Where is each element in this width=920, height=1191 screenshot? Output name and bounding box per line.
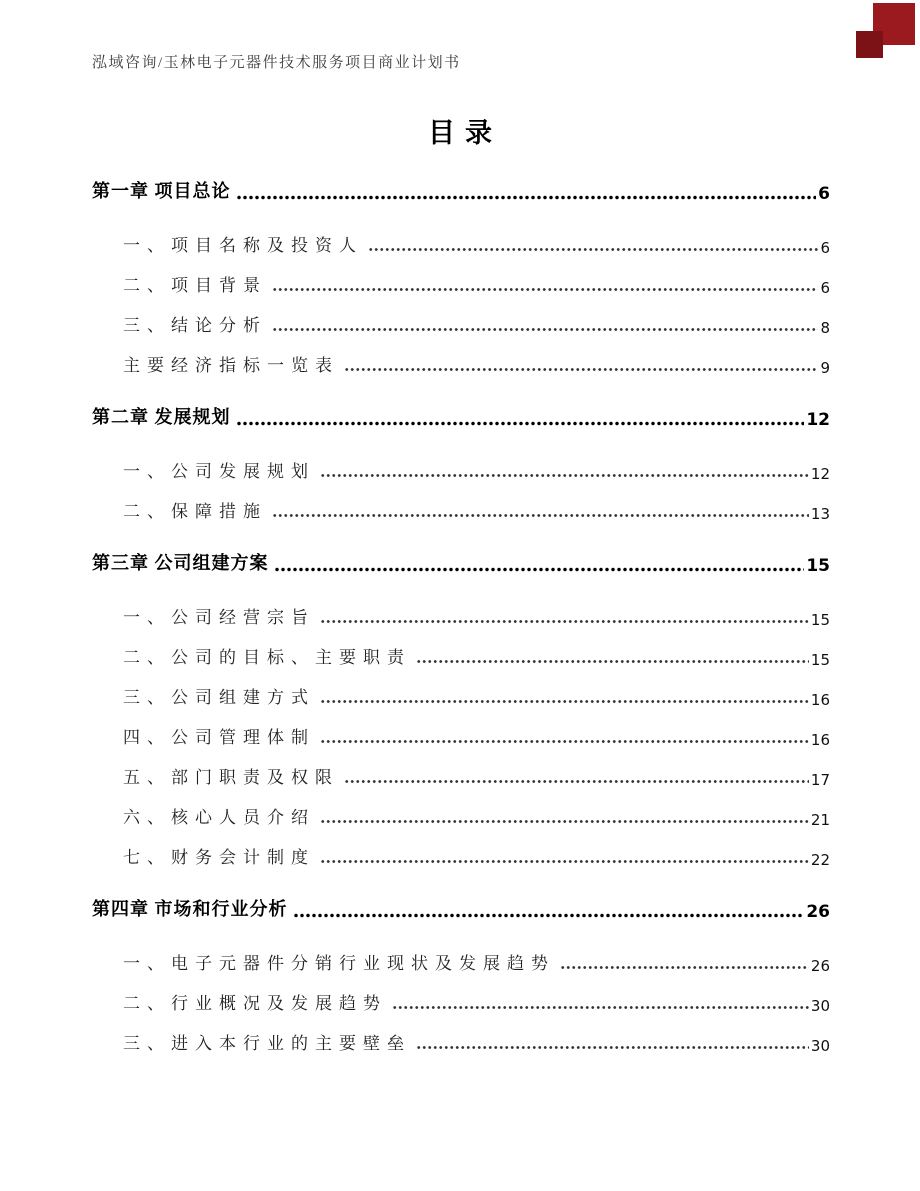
dot-leader	[320, 812, 809, 824]
dot-leader	[560, 958, 809, 970]
toc-entry-page: 12	[806, 410, 830, 430]
toc-entry-page: 26	[810, 957, 830, 975]
dot-leader	[320, 732, 809, 744]
toc-entry-label: 二、项目背景	[123, 276, 267, 295]
toc-item-entry[interactable]	[123, 447, 830, 487]
dot-leader	[320, 692, 809, 704]
toc-entry-label: 一、电子元器件分销行业现状及发展趋势	[123, 954, 555, 973]
toc-entry-page: 15	[806, 556, 830, 576]
toc-entry-label: 六、核心人员介绍	[123, 808, 315, 827]
toc-entry-label: 第三章 公司组建方案	[92, 553, 269, 573]
toc-entry-page: 21	[810, 811, 830, 829]
toc-entry-page: 17	[810, 771, 830, 789]
dot-leader	[320, 612, 809, 624]
toc-item-entry[interactable]	[123, 301, 830, 341]
toc-entry-page: 22	[810, 851, 830, 869]
toc-entry-label: 主要经济指标一览表	[123, 356, 339, 375]
table-of-contents	[92, 168, 830, 1059]
toc-entry-page: 9	[820, 359, 830, 377]
toc-item-entry[interactable]	[123, 833, 830, 873]
toc-entry-page: 12	[810, 465, 830, 483]
toc-chapter-entry[interactable]	[92, 886, 830, 926]
toc-entry-label: 二、公司的目标、主要职责	[123, 648, 411, 667]
dot-leader	[236, 188, 817, 200]
dot-leader	[320, 466, 809, 478]
dot-leader	[320, 852, 809, 864]
toc-item-entry[interactable]	[123, 341, 830, 381]
toc-entry-page: 15	[810, 611, 830, 629]
toc-entry-label: 三、公司组建方式	[123, 688, 315, 707]
dot-leader	[293, 906, 805, 918]
toc-entry-label: 第四章 市场和行业分析	[92, 899, 288, 919]
toc-item-entry[interactable]	[123, 593, 830, 633]
toc-entry-page: 16	[810, 691, 830, 709]
toc-entry-label: 七、财务会计制度	[123, 848, 315, 867]
toc-title: 目录	[428, 118, 502, 148]
toc-item-entry[interactable]	[123, 633, 830, 673]
toc-item-entry[interactable]	[123, 221, 830, 261]
toc-item-entry[interactable]	[123, 979, 830, 1019]
dot-leader	[236, 414, 805, 426]
brand-logo-square-small	[856, 31, 883, 58]
dot-leader	[272, 320, 818, 332]
toc-entry-label: 一、项目名称及投资人	[123, 236, 363, 255]
toc-entry-label: 三、结论分析	[123, 316, 267, 335]
dot-leader	[272, 506, 809, 518]
toc-entry-page: 6	[818, 184, 830, 204]
toc-chapter-entry[interactable]	[92, 168, 830, 208]
toc-entry-page: 30	[810, 997, 830, 1015]
toc-entry-label: 一、公司发展规划	[123, 462, 315, 481]
toc-entry-label: 第二章 发展规划	[92, 407, 231, 427]
toc-entry-label: 四、公司管理体制	[123, 728, 315, 747]
toc-entry-page: 16	[810, 731, 830, 749]
toc-entry-page: 8	[820, 319, 830, 337]
toc-item-entry[interactable]	[123, 261, 830, 301]
toc-entry-page: 6	[820, 239, 830, 257]
toc-entry-page: 26	[806, 902, 830, 922]
toc-entry-page: 6	[820, 279, 830, 297]
toc-chapter-entry[interactable]	[92, 540, 830, 580]
dot-leader	[274, 560, 805, 572]
running-header: 泓域咨询/玉林电子元器件技术服务项目商业计划书	[92, 55, 461, 71]
toc-item-entry[interactable]	[123, 793, 830, 833]
toc-item-entry[interactable]	[123, 487, 830, 527]
dot-leader	[368, 240, 818, 252]
dot-leader	[344, 772, 809, 784]
toc-item-entry[interactable]	[123, 939, 830, 979]
toc-entry-page: 15	[810, 651, 830, 669]
toc-entry-label: 第一章 项目总论	[92, 181, 231, 201]
dot-leader	[272, 280, 818, 292]
toc-item-entry[interactable]	[123, 713, 830, 753]
dot-leader	[416, 1038, 809, 1050]
toc-entry-label: 二、行业概况及发展趋势	[123, 994, 387, 1013]
toc-item-entry[interactable]	[123, 673, 830, 713]
dot-leader	[416, 652, 809, 664]
dot-leader	[344, 360, 818, 372]
toc-item-entry[interactable]	[123, 1019, 830, 1059]
toc-entry-page: 13	[810, 505, 830, 523]
toc-entry-label: 五、部门职责及权限	[123, 768, 339, 787]
toc-entry-label: 三、进入本行业的主要壁垒	[123, 1034, 411, 1053]
dot-leader	[392, 998, 809, 1010]
toc-entry-page: 30	[810, 1037, 830, 1055]
toc-chapter-entry[interactable]	[92, 394, 830, 434]
toc-entry-label: 一、公司经营宗旨	[123, 608, 315, 627]
toc-entry-label: 二、保障措施	[123, 502, 267, 521]
toc-item-entry[interactable]	[123, 753, 830, 793]
